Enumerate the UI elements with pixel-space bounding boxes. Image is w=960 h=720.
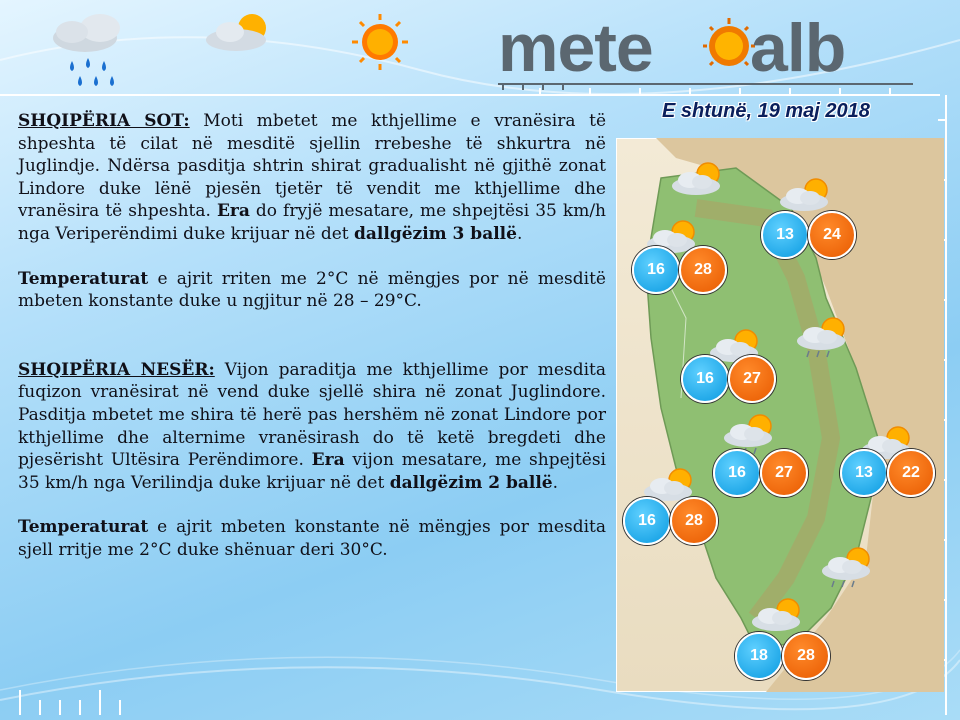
today-heading: SHQIPËRIA SOT: [18,111,190,131]
today-temp-label: Temperaturat [18,268,149,289]
today-temp-paragraph: Temperaturat e ajrit rriten me 2°C në mëngjes por në mesditë mbeten konstante duke u ngjitur në 28 – 29°C. [18,268,606,312]
tomorrow-wind-label: Era [311,450,345,471]
min-temp-badge: 16 [632,246,680,294]
min-temp-badge: 16 [681,355,729,403]
tomorrow-paragraph: SHQIPËRIA NESËR: Vijon paraditja me kthjellime por mesdita fuqizon vranësirat në vend duke sjellë shira në zonat Juglindore. Pasditja mbetet me shira të herë pas hershëm në zonat Lindore por kthjellime dhe alternime vranësirash do të ketë bregdeti dhe pjesërisht Ultësira Perëndimore. Era vijon mesatare, me shpejtësi 35 km/h nga Verilindja duke krijuar në det dallgëzim 2 ballë. [18,359,606,493]
forecast-text [18,110,606,562]
min-temp-badge: 16 [623,497,671,545]
today-wind-label: Era [216,201,250,222]
max-temp-badge: 28 [782,632,830,680]
rain-cloud-icon [53,14,120,86]
logo-sun-icon [701,16,757,72]
sun-cloud-icon [668,160,730,206]
forecast-date: E shtunë, 19 maj 2018 [662,100,870,122]
tomorrow-waves: dallgëzim 2 ballë [389,472,553,493]
sun-cloud-rain-icon [818,545,880,591]
max-temp-badge: 27 [728,355,776,403]
tomorrow-temp-paragraph: Temperaturat e ajrit mbeten konstante në mëngjes por mesdita sjell rritje me 2°C duke shënuar deri 30°C. [18,517,606,560]
today-paragraph: SHQIPËRIA SOT: Moti mbetet me kthjellime e vranësira të shpeshta të cilat në mesditë sjellin rrebeshe të shkurtra në Juglindje. Ndërsa pasditja shtrin shirat gradualisht në gjithë zonat Lindore duke lënë pjesën tjetër të vendit me kthjellime dhe vranësira të shpeshta. Era do fryjë mesatare, me shpejtësi 35 km/h nga Veriperëndimi duke krijuar në det dallgëzim 3 ballë. [18,111,607,244]
logo-text-left: mete [498,10,653,86]
today-waves: dallgëzim 3 ballë [354,223,517,244]
logo-underline [498,82,918,92]
min-temp-badge: 18 [735,632,783,680]
tomorrow-temp-label: Temperaturat [18,517,149,538]
max-temp-badge: 24 [808,211,856,259]
sun-icon [352,14,408,70]
sun-cloud-rain-icon [793,315,855,361]
max-temp-badge: 22 [887,449,935,497]
min-temp-badge: 13 [761,211,809,259]
header-weather-icons [40,6,440,96]
tomorrow-heading: SHQIPËRIA NESËR: [18,359,215,380]
min-temp-badge: 13 [840,449,888,497]
max-temp-badge: 28 [670,497,718,545]
sun-cloud-icon [206,14,266,51]
max-temp-badge: 28 [679,246,727,294]
logo-text-right: alb [750,10,846,86]
min-temp-badge: 16 [713,449,761,497]
brand-logo [498,10,918,90]
max-temp-badge: 27 [760,449,808,497]
